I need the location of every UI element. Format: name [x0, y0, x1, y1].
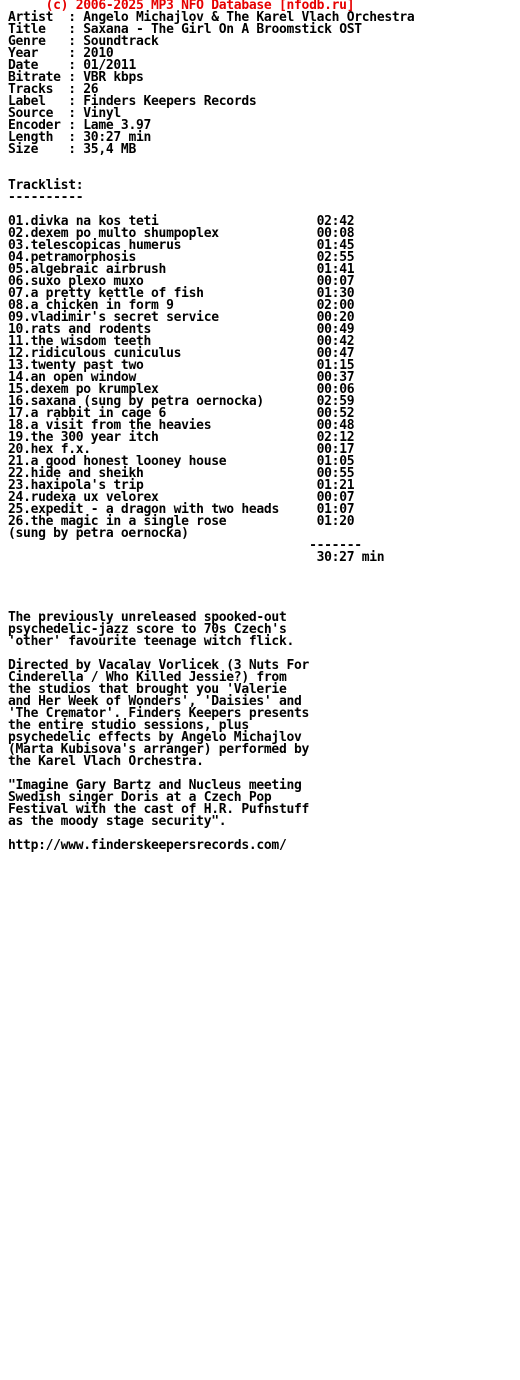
track-duration: 00:47 — [316, 346, 355, 361]
track-number: 22 — [8, 466, 24, 481]
track-duration: 00:07 — [316, 490, 355, 505]
track-title: ridiculous cuniculus — [30, 346, 182, 361]
track-number: 10 — [8, 322, 24, 337]
track-row: 23.haxipola's trip 01:21 — [8, 478, 355, 493]
track-title: saxana (sung by petra oernocka) — [30, 394, 264, 409]
track-number: 06 — [8, 274, 24, 289]
info-row: Bitrate : VBR kbps — [8, 70, 144, 85]
track-duration: 00:20 — [316, 310, 355, 325]
track-title: a pretty kettle of fish — [30, 286, 204, 301]
track-duration: 01:21 — [316, 478, 355, 493]
info-value: Saxana - The Girl On A Broomstick OST — [83, 22, 362, 37]
track-row: 20.hex f.x. 00:17 — [8, 442, 355, 457]
track-number: 13 — [8, 358, 24, 373]
blank-line — [8, 588, 513, 600]
info-key: Size — [8, 142, 61, 157]
track-duration: 01:07 — [316, 502, 355, 517]
track-number: 15 — [8, 382, 24, 397]
track-title: telescopicas humerus — [30, 238, 182, 253]
info-value: 01/2011 — [83, 58, 136, 73]
track-number: 25 — [8, 502, 24, 517]
description-line: as the moody stage security". — [8, 814, 227, 829]
info-row: Genre : Soundtrack — [8, 34, 159, 49]
track-duration: 00:06 — [316, 382, 355, 397]
track-row: 26.the magic in a single rose 01:20 — [8, 514, 355, 529]
release-description — [8, 612, 513, 852]
description-line: "Imagine Gary Bartz and Nucleus meeting — [8, 778, 302, 793]
description-line: and Her Week of Wonders', 'Daisies' and — [8, 694, 302, 709]
info-value: VBR kbps — [83, 70, 144, 85]
info-key: Genre — [8, 34, 61, 49]
track-duration: 02:12 — [316, 430, 355, 445]
info-row: Length : 30:27 min — [8, 130, 152, 145]
track-title: algebraic airbrush — [30, 262, 167, 277]
tracklist — [8, 216, 513, 528]
track-duration: 00:17 — [316, 442, 355, 457]
nfo-document — [8, 0, 513, 852]
track-title: the wisdom teeth — [30, 334, 152, 349]
track-row: 10.rats and rodents 00:49 — [8, 322, 355, 337]
track-duration: 00:07 — [316, 274, 355, 289]
track-number: 17 — [8, 406, 24, 421]
track-title: the 300 year itch — [30, 430, 159, 445]
track-row: 19.the 300 year itch 02:12 — [8, 430, 355, 445]
track-number: 19 — [8, 430, 24, 445]
blank-line — [8, 156, 513, 168]
track-row: 24.rudexa ux velorex 00:07 — [8, 490, 355, 505]
info-value: 35,4 MB — [83, 142, 136, 157]
tracklist-rule: ---------- — [8, 190, 84, 205]
site-header: (c) 2006-2025 MP3 NFO Database [nfodb.ru] — [8, 0, 355, 13]
track-row: 16.saxana (sung by petra oernocka) 02:59 — [8, 394, 355, 409]
track-title: expedit - a dragon with two heads — [30, 502, 279, 517]
track-duration: 01:15 — [316, 358, 355, 373]
description-line: The previously unreleased spooked-out — [8, 610, 287, 625]
track-title: hide and sheikh — [30, 466, 144, 481]
description-line: the studios that brought you 'Valerie — [8, 682, 287, 697]
track-number: 20 — [8, 442, 24, 457]
track-row: 07.a pretty kettle of fish 01:30 — [8, 286, 355, 301]
track-duration: 00:37 — [316, 370, 355, 385]
info-row: Label : Finders Keepers Records — [8, 94, 257, 109]
track-row: 15.dexem po krumplex 00:06 — [8, 382, 355, 397]
info-value: Angelo Michajlov & The Karel Vlach Orchestra — [83, 10, 415, 25]
track-number: 14 — [8, 370, 24, 385]
track-row: 01.divka na kos teti 02:42 — [8, 214, 355, 229]
website-url[interactable]: http://www.finderskeepersrecords.com/ — [8, 838, 287, 853]
track-row: 13.twenty past two 01:15 — [8, 358, 355, 373]
track-duration: 02:59 — [316, 394, 355, 409]
info-row: Encoder : Lame 3.97 — [8, 118, 152, 133]
track-number: 01 — [8, 214, 24, 229]
track-duration: 00:42 — [316, 334, 355, 349]
track-title: dexem po multo shumpoplex — [30, 226, 219, 241]
track-duration: 02:42 — [316, 214, 355, 229]
info-row: Size : 35,4 MB — [8, 142, 136, 157]
track-row: 03.telescopicas humerus 01:45 — [8, 238, 355, 253]
track-number: 26 — [8, 514, 24, 529]
description-line: the Karel Vlach Orchestra. — [8, 754, 204, 769]
info-key: Title — [8, 22, 61, 37]
track-row: 14.an open window 00:37 — [8, 370, 355, 385]
info-row: Artist : Angelo Michajlov & The Karel Vlach Orchestra — [8, 10, 415, 25]
track-duration: 00:52 — [316, 406, 355, 421]
info-value: Vinyl — [83, 106, 121, 121]
description-line: Festival with the cast of H.R. Pufnstuff — [8, 802, 310, 817]
track-number: 08 — [8, 298, 24, 313]
track-number: 23 — [8, 478, 24, 493]
blank-line — [8, 168, 513, 180]
track-duration: 01:20 — [316, 514, 355, 529]
track-number: 16 — [8, 394, 24, 409]
info-value: Soundtrack — [83, 34, 159, 49]
track-title: rudexa ux velorex — [30, 490, 159, 505]
description-line: Cinderella / Who Killed Jessie?) from — [8, 670, 287, 685]
track-title: haxipola's trip — [30, 478, 144, 493]
track-title: the magic in a single rose — [30, 514, 227, 529]
description-line: Directed by Vacalav Vorlicek (3 Nuts For — [8, 658, 310, 673]
description-line: 'other' favourite teenage witch flick. — [8, 634, 295, 649]
info-key: Date — [8, 58, 61, 73]
track-duration: 00:55 — [316, 466, 355, 481]
track-title: dexem po krumplex — [30, 382, 159, 397]
info-key: Length — [8, 130, 61, 145]
info-key: Bitrate — [8, 70, 61, 85]
blank-line — [8, 576, 513, 588]
info-key: Artist — [8, 10, 61, 25]
track-row: 22.hide and sheikh 00:55 — [8, 466, 355, 481]
track-title: a rabbit in cage 6 — [30, 406, 167, 421]
track-duration: 00:48 — [316, 418, 355, 433]
track-duration: 02:55 — [316, 250, 355, 265]
track-row: 12.ridiculous cuniculus 00:47 — [8, 346, 355, 361]
track-duration: 00:08 — [316, 226, 355, 241]
info-row: Title : Saxana - The Girl On A Broomstick OST — [8, 22, 362, 37]
track-title: rats and rodents — [30, 322, 152, 337]
description-line: 'The Cremator'. Finders Keepers presents — [8, 706, 310, 721]
track-duration: 01:30 — [316, 286, 355, 301]
track-duration: 01:45 — [316, 238, 355, 253]
description-line: Swedish singer Doris at a Czech Pop — [8, 790, 272, 805]
track-title: vladimir's secret service — [30, 310, 219, 325]
tracklist-heading: Tracklist: — [8, 178, 84, 193]
track-row: 18.a visit from the heavies 00:48 — [8, 418, 355, 433]
info-key: Source — [8, 106, 61, 121]
track-number: 21 — [8, 454, 24, 469]
track-row: 05.algebraic airbrush 01:41 — [8, 262, 355, 277]
description-line: psychedelic-jazz score to 70s Czech's — [8, 622, 287, 637]
description-line: the entire studio sessions, plus — [8, 718, 249, 733]
track-row: 25.expedit - a dragon with two heads 01:07 — [8, 502, 355, 517]
track-number: 12 — [8, 346, 24, 361]
description-line: psychedelic effects by Angelo Michajlov — [8, 730, 302, 745]
track-row: 21.a good honest looney house 01:05 — [8, 454, 355, 469]
track-title: a visit from the heavies — [30, 418, 212, 433]
track-number: 09 — [8, 310, 24, 325]
track-title: divka na kos teti — [30, 214, 159, 229]
track-row: 08.a chicken in form 9 02:00 — [8, 298, 355, 313]
blank-line — [8, 564, 513, 576]
track-row: 17.a rabbit in cage 6 00:52 — [8, 406, 355, 421]
info-key: Label — [8, 94, 61, 109]
info-key: Encoder — [8, 118, 61, 133]
track-title: petramorphosis — [30, 250, 136, 265]
track-number: 24 — [8, 490, 24, 505]
track-number: 11 — [8, 334, 24, 349]
total-time-line — [8, 552, 513, 564]
info-value: 30:27 min — [83, 130, 152, 145]
track-number: 07 — [8, 286, 24, 301]
track-continuation: (sung by petra oernocka) — [8, 526, 189, 541]
release-info — [8, 12, 513, 156]
track-duration: 02:00 — [316, 298, 355, 313]
info-value: Finders Keepers Records — [83, 94, 257, 109]
track-title: a good honest looney house — [30, 454, 227, 469]
track-number: 05 — [8, 262, 24, 277]
track-row: 09.vladimir's secret service 00:20 — [8, 310, 355, 325]
track-title: a chicken in form 9 — [30, 298, 174, 313]
track-number: 03 — [8, 238, 24, 253]
track-duration: 01:41 — [316, 262, 355, 277]
track-number: 02 — [8, 226, 24, 241]
info-key: Tracks — [8, 82, 61, 97]
info-key: Year — [8, 46, 61, 61]
track-duration: 01:05 — [316, 454, 355, 469]
track-row: 06.suxo plexo muxo 00:07 — [8, 274, 355, 289]
track-title: suxo plexo muxo — [30, 274, 144, 289]
info-row: Year : 2010 — [8, 46, 114, 61]
track-row: 04.petramorphosis 02:55 — [8, 250, 355, 265]
info-row: Source : Vinyl — [8, 106, 121, 121]
track-number: 04 — [8, 250, 24, 265]
track-row: 11.the wisdom teeth 00:42 — [8, 334, 355, 349]
info-value: Lame 3.97 — [83, 118, 152, 133]
track-number: 18 — [8, 418, 24, 433]
description-line: (Marta Kubisova's arranger) performed by — [8, 742, 310, 757]
total-time: 30:27 min — [316, 550, 385, 565]
track-duration: 00:49 — [316, 322, 355, 337]
track-title: hex f.x. — [30, 442, 91, 457]
track-row: 02.dexem po multo shumpoplex 00:08 — [8, 226, 355, 241]
track-title: an open window — [30, 370, 136, 385]
info-value: 26 — [83, 82, 99, 97]
info-row: Tracks : 26 — [8, 82, 99, 97]
track-title: twenty past two — [30, 358, 144, 373]
info-value: 2010 — [83, 46, 114, 61]
total-rule: ------- — [309, 538, 362, 553]
info-row: Date : 01/2011 — [8, 58, 136, 73]
